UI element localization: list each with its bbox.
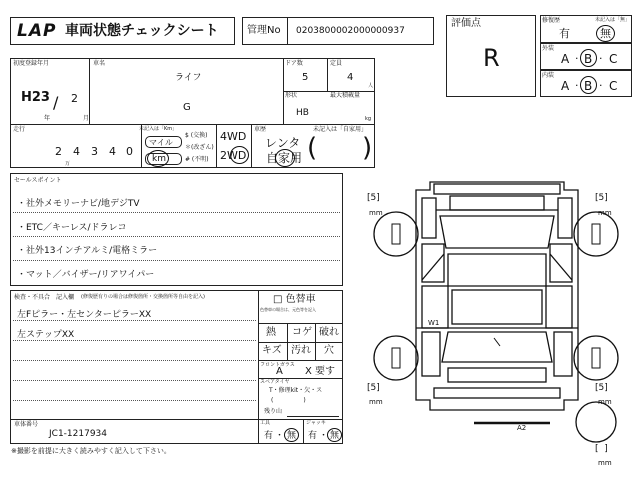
header-title-box: [10, 17, 235, 45]
usage-rental: レンタ: [265, 136, 301, 150]
tread-rear-right: [5]: [595, 383, 608, 393]
tread-unit: mm: [598, 459, 612, 467]
usage-circle: [275, 149, 295, 167]
windshield-a: A: [276, 366, 283, 377]
sales-points-box: [10, 173, 343, 286]
mileage-digit: 4: [73, 145, 80, 158]
score-label: 評価点: [451, 18, 481, 29]
repaint-tag: キズ: [262, 345, 282, 356]
windshield-x: X 要す: [305, 366, 336, 377]
management-no-box: [242, 17, 434, 45]
sales-point-item: ・社外13インチアルミ/電格ミラー: [17, 246, 158, 256]
inspection-label: 検査・不具合 記入欄: [14, 294, 75, 301]
rear-right-wheel: [574, 336, 618, 380]
mile-box: [145, 136, 182, 148]
score-value: R: [483, 44, 500, 72]
tread-spare: [ ]: [595, 444, 608, 454]
capacity-unit: 人: [368, 83, 374, 89]
page-title: 車両状態チェックシート: [65, 23, 219, 39]
mileage-digit: 0: [126, 145, 133, 158]
spare-line1: T・修理kit・欠・ス: [269, 387, 323, 394]
tread-front-right: [5]: [595, 193, 608, 203]
usage-label: 車歴: [254, 126, 267, 133]
front-right-fender: [558, 198, 572, 238]
diagram-w1: W1: [428, 319, 440, 327]
exterior-box: [540, 43, 632, 70]
restoration-no-circle: [596, 25, 615, 42]
spare-tire: [576, 402, 616, 442]
check-unknown: # (不明): [185, 156, 209, 163]
mileage-digit: 3: [91, 145, 98, 158]
sales-point-item: ・社外メモリーナビ/地デジTV: [17, 199, 140, 209]
rear-panel: [448, 368, 546, 382]
tool-sep: ・: [275, 431, 285, 441]
exterior-grade-c: C: [609, 52, 618, 66]
tread-unit: mm: [369, 398, 383, 406]
grade-dot: ·: [599, 79, 603, 92]
repaint-note: 色替車の場合は、元色等を記入: [260, 307, 316, 312]
exterior-label: 外装: [542, 45, 555, 52]
year-unit: 年: [44, 115, 51, 122]
mile-unit: マイル: [149, 138, 173, 147]
rear-bumper: [434, 388, 560, 398]
month-unit: 月: [83, 115, 90, 122]
mileage-digit: 2: [55, 145, 62, 158]
max-load-label: 最大積載量: [330, 92, 361, 99]
front-right-wheel: [574, 209, 618, 256]
windshield-label: フロントガラス: [260, 362, 295, 368]
drive-4wd: 4WD: [220, 130, 247, 143]
interior-grade-b: B: [584, 79, 593, 93]
exterior-grade-b: B: [584, 52, 593, 66]
mileage-digit: 4: [109, 145, 116, 158]
doors-value: 5: [302, 72, 309, 83]
interior-box: [540, 70, 632, 97]
restoration-box: [540, 15, 632, 43]
diagram-a2: A2: [517, 424, 527, 432]
mileage-man-unit: 万: [65, 161, 71, 167]
first-reg-label: 初度登録年月: [13, 60, 50, 67]
usage-note: 未記入は「自家用」: [313, 126, 368, 133]
hood: [440, 216, 554, 248]
car-name: ライフ: [175, 73, 202, 83]
grade-dot: ·: [599, 52, 603, 65]
spare-paren: ( ): [271, 397, 306, 404]
repaint-tag: 汚れ: [291, 345, 311, 356]
mileage-label: 走行: [13, 126, 26, 133]
trunk: [442, 332, 552, 362]
rear-right-quarter: [554, 332, 572, 376]
check-exchange: $ (交換): [185, 132, 208, 139]
sales-point-item: ・マット／バイザー/リアワイパー: [17, 270, 155, 280]
inspection-line: 左Fピラー・左センターピラーXX: [17, 310, 152, 320]
vehicle-info-grid: [10, 58, 375, 168]
jack-no-circle: [327, 428, 342, 442]
management-no-label: 管理No: [247, 25, 281, 36]
km-circle: [147, 150, 169, 167]
tool-label: 工具: [260, 420, 271, 426]
front-left-fender: [422, 198, 436, 238]
sales-point-item: ・ETC／キーレス/ドラレコ: [17, 223, 127, 233]
interior-grade-circle: [580, 76, 597, 94]
restoration-yes: 有: [559, 27, 570, 40]
chassis-label: 車体番号: [14, 421, 39, 428]
usage-paren-open: (: [307, 133, 318, 163]
shape-value: HB: [296, 108, 309, 118]
restoration-no: 無: [600, 27, 611, 40]
inspection-label-note: (修復歴有りの場合は修復箇所・交換箇所等自由を記入): [81, 294, 205, 300]
usage-paren-close: ): [362, 133, 373, 163]
jack-sep: ・: [319, 431, 329, 441]
restoration-label: 修復歴: [542, 17, 561, 24]
logo: LAP: [17, 21, 57, 41]
usage-private: 自家用: [266, 151, 303, 165]
drive-2wd: 2WD: [220, 149, 247, 162]
rear-left-quarter: [422, 332, 440, 376]
sales-points-label: セールスポイント: [14, 177, 62, 184]
car-name-label: 車名: [93, 60, 106, 67]
restoration-note: 未記入は「無」: [595, 17, 631, 23]
grade-dot: ·: [575, 79, 579, 92]
tread-unit: mm: [598, 209, 612, 217]
footer-note: ※撮影を前提に大きく読みやすく記入して下さい。: [11, 447, 171, 455]
tread-rear-left: [5]: [367, 383, 380, 393]
chassis-value: JC1-1217934: [49, 429, 107, 439]
check-tamper: ＊(改ざん): [185, 144, 214, 151]
tread-front-left: [5]: [367, 193, 380, 203]
first-reg-era: H23: [21, 90, 50, 105]
capacity-label: 定員: [330, 60, 343, 67]
repaint-tag: 破れ: [319, 327, 339, 338]
rear-left-wheel: [374, 336, 418, 380]
interior-grade-c: C: [609, 79, 618, 93]
first-reg-month: 2: [71, 92, 78, 105]
max-load-unit: kg: [365, 116, 372, 122]
first-reg-slash: /: [53, 93, 59, 112]
shape-label: 形状: [285, 92, 298, 99]
mileage-digits: [51, 146, 141, 160]
exterior-grade-a: A: [561, 52, 570, 66]
spare-remaining: 残り山: [264, 408, 283, 415]
drive-2wd-circle: [230, 146, 249, 164]
front-grille: [450, 196, 544, 210]
jack-label: ジャッキ: [306, 420, 326, 426]
repaint-tag: 熱: [266, 327, 276, 338]
car-grade: G: [183, 102, 191, 113]
front-left-wheel: [374, 212, 418, 256]
tool-no: 無: [287, 431, 297, 441]
jack-no: 無: [330, 431, 340, 441]
tread-unit: mm: [369, 209, 383, 217]
repaint-title: □ 色替車: [273, 294, 316, 305]
repaint-tag: 穴: [324, 345, 334, 356]
tool-no-circle: [284, 428, 299, 442]
grade-dot: ·: [575, 52, 579, 65]
management-no-value: 0203800002000000937: [296, 26, 405, 36]
interior-grade-a: A: [561, 79, 570, 93]
roof: [448, 254, 546, 286]
doors-label: ドア数: [285, 60, 303, 67]
inspection-line: 左ステップXX: [17, 330, 75, 340]
front-bumper: [434, 184, 560, 194]
jack-yes: 有: [308, 431, 318, 441]
km-unit: km: [152, 154, 166, 164]
tool-yes: 有: [264, 431, 274, 441]
score-box: [446, 15, 536, 97]
tread-unit: mm: [598, 398, 612, 406]
rear-door-panel-right: [546, 286, 572, 328]
repaint-tag: コゲ: [292, 327, 312, 338]
interior-label: 内装: [542, 72, 555, 79]
mileage-note: 未記入は「Km」: [139, 126, 178, 132]
capacity-value: 4: [347, 72, 354, 83]
inspection-box: [10, 290, 343, 444]
exterior-grade-circle: [580, 49, 597, 67]
center-floor: [452, 290, 542, 324]
spare-label: スペアタイヤ: [260, 379, 290, 385]
car-diagram: [356, 172, 634, 472]
